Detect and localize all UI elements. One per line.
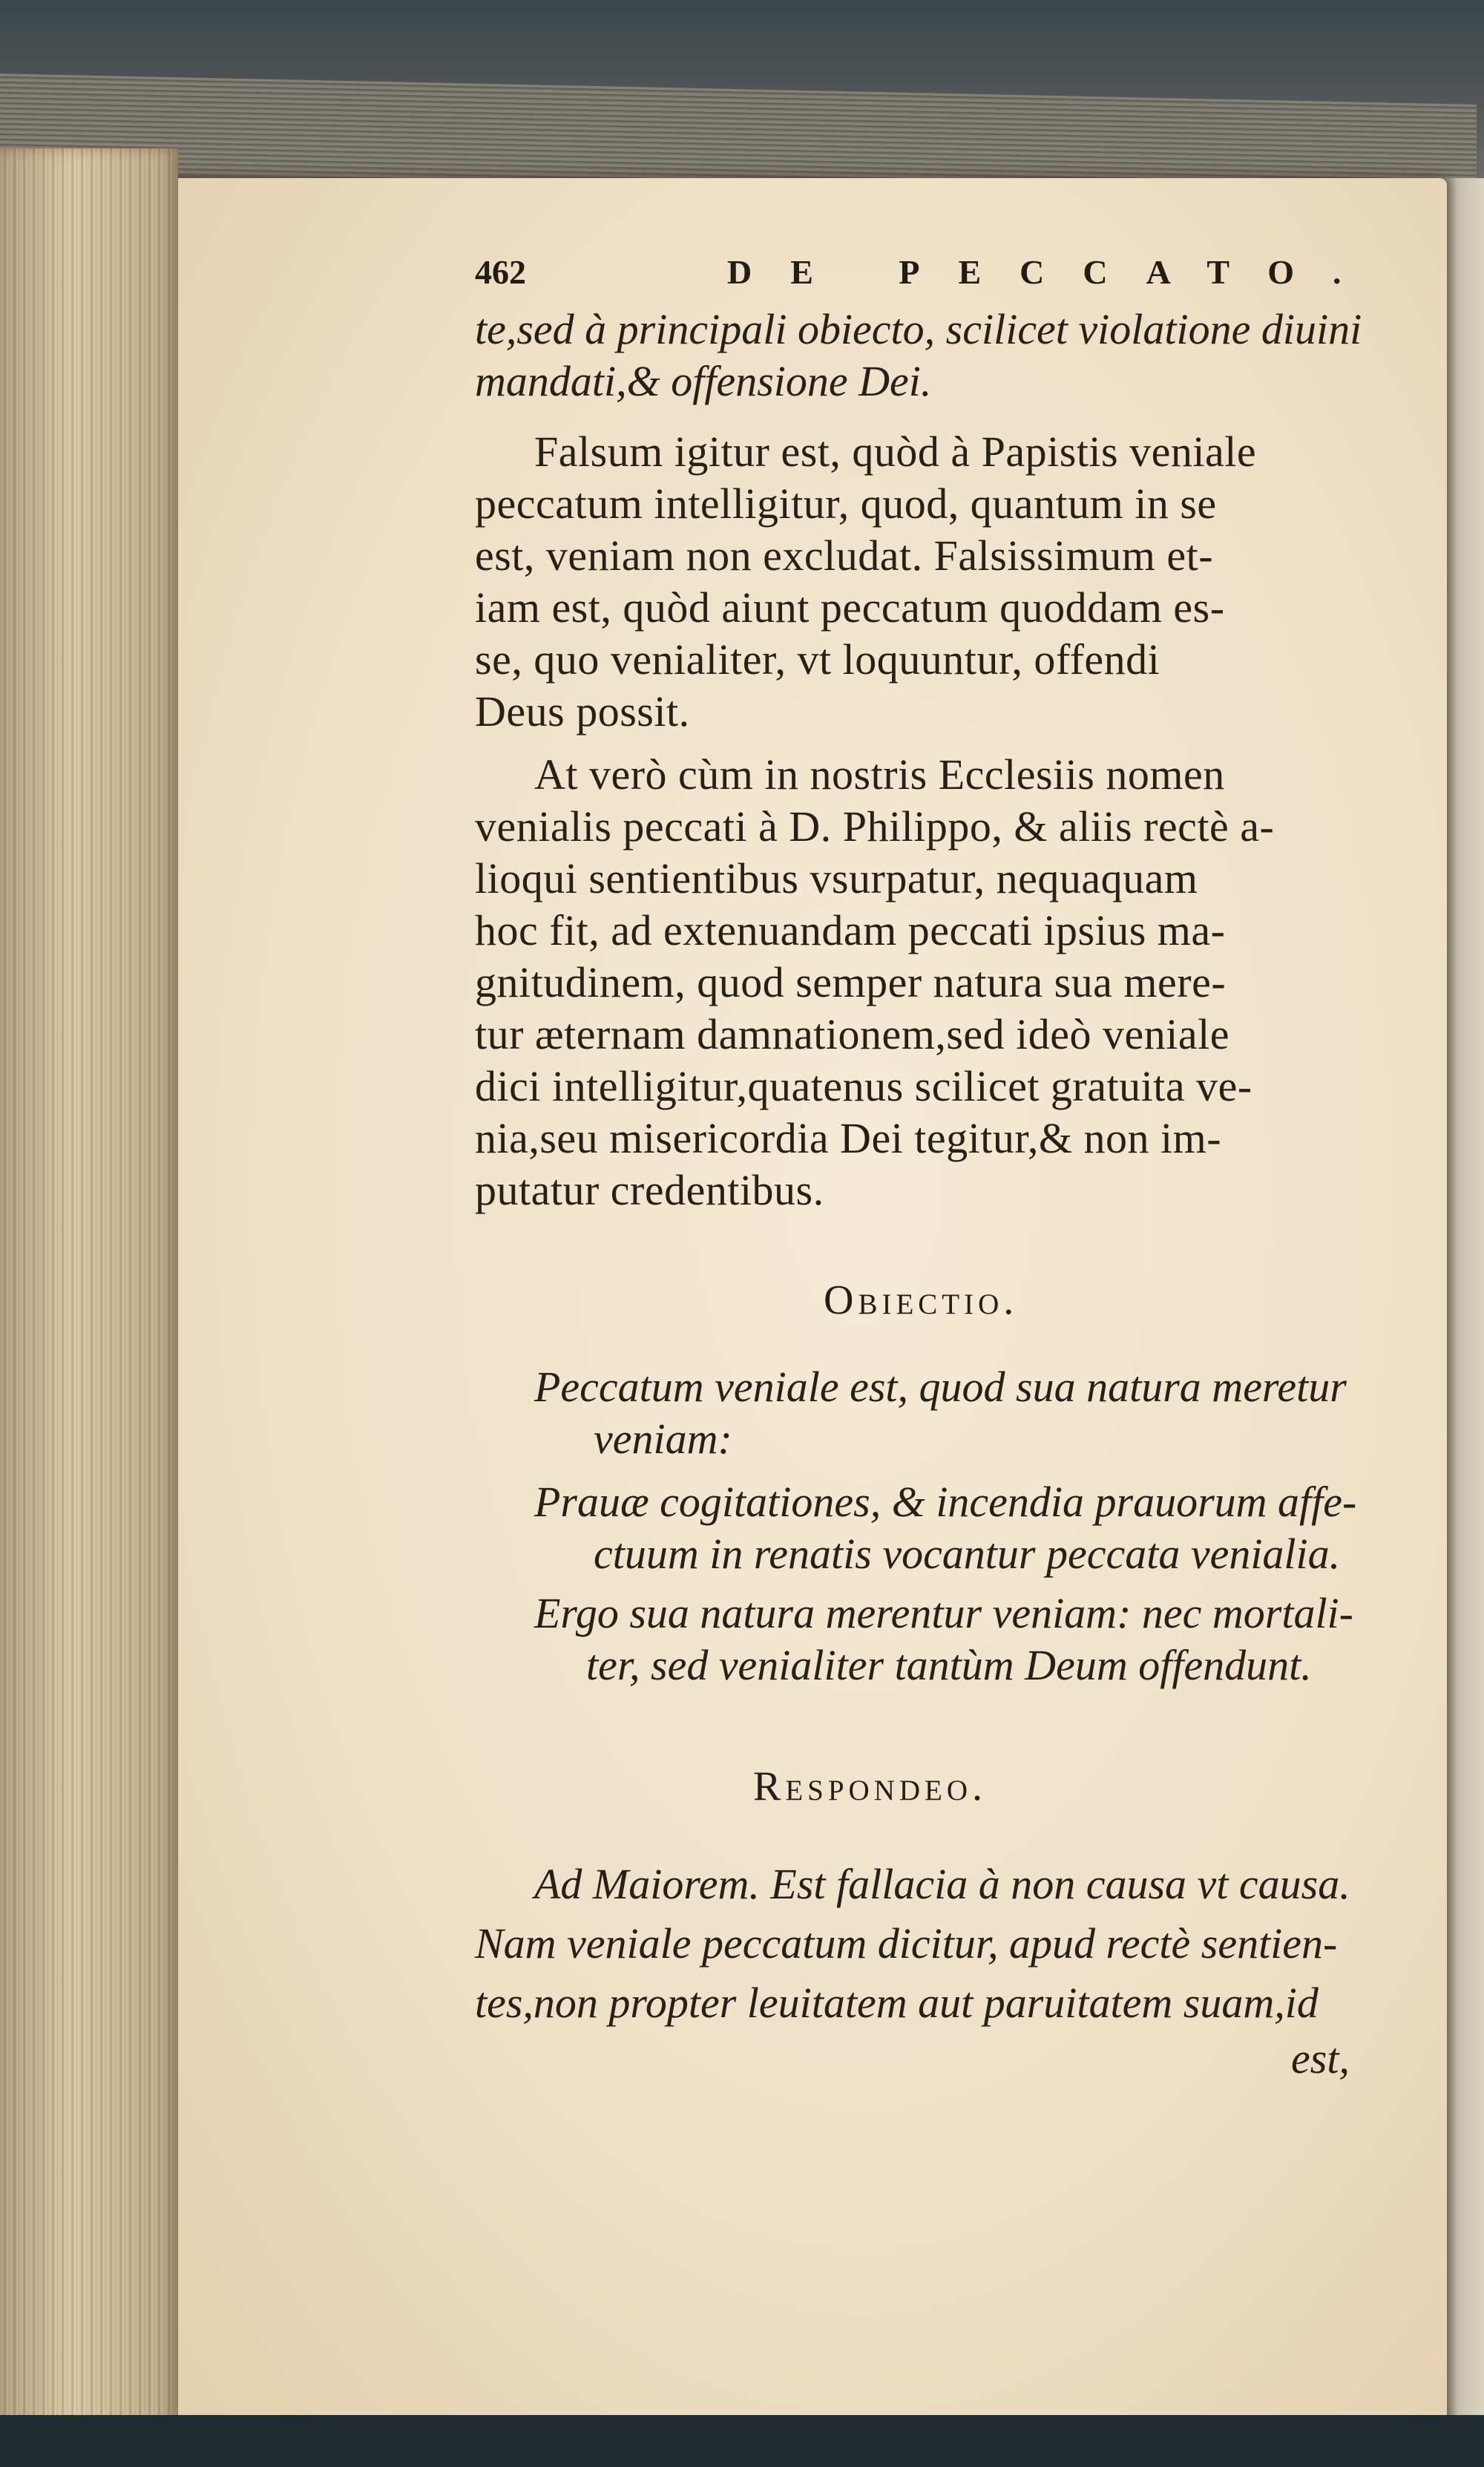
syllogism-line: ctuum in renatis vocantur peccata venialia.	[594, 1530, 1341, 1578]
section-heading-respondeo: Respondeo.	[753, 1763, 988, 1809]
text-line: se, quo venialiter, vt loquuntur, offendi	[475, 635, 1160, 684]
syllogism-line: Ergo sua natura merentur veniam: nec mortali-	[534, 1589, 1353, 1637]
page-edges-shadow	[0, 148, 178, 2434]
text-line: putatur credentibus.	[475, 1166, 824, 1214]
text-line: Falsum igitur est, quòd à Papistis veniale	[534, 427, 1257, 476]
syllogism-line: ter, sed venialiter tantùm Deum offendunt.	[586, 1641, 1312, 1689]
text-line: lioqui sentientibus vsurpatur, nequaquam	[475, 854, 1198, 902]
text-line: est, veniam non excludat. Falsissimum et-	[475, 531, 1214, 580]
syllogism-line: veniam:	[594, 1415, 732, 1463]
syllogism-line: Peccatum veniale est, quod sua natura meretur	[534, 1363, 1347, 1411]
section-heading-objectio: Obiectio.	[824, 1277, 1019, 1323]
text-line: gnitudinem, quod semper natura sua mere-	[475, 958, 1227, 1006]
text-line: iam est, quòd aiunt peccatum quoddam es-	[475, 583, 1225, 632]
syllogism-line: Prauæ cogitationes, & incendia prauorum affe-	[534, 1478, 1357, 1526]
text-line: Nam veniale peccatum dicitur, apud rectè sentien-	[475, 1919, 1338, 1968]
background-bottom	[0, 2415, 1484, 2467]
text-line: nia,seu misericordia Dei tegitur,& non im-	[475, 1114, 1222, 1162]
text-line: mandati,& offensione Dei.	[475, 357, 932, 405]
text-line: tes,non propter leuitatem aut paruitatem suam,id	[475, 1979, 1319, 2027]
page-number: 462	[475, 253, 526, 291]
text-line: te,sed à principali obiecto, scilicet violatione diuini	[475, 305, 1362, 353]
text-line: Ad Maiorem. Est fallacia à non causa vt causa.	[534, 1860, 1350, 1908]
text-line: peccatum intelligitur, quod, quantum in se	[475, 479, 1217, 528]
running-header	[475, 252, 1388, 304]
text-line: dici intelligitur,quatenus scilicet gratuita ve-	[475, 1062, 1252, 1110]
text-line: hoc fit, ad extenuandam peccati ipsius ma-	[475, 906, 1226, 954]
text-line: venialis peccati à D. Philippo, & aliis rectè a-	[475, 802, 1275, 851]
catchword: est,	[1291, 2034, 1350, 2083]
text-line: tur æternam damnationem,sed ideò veniale	[475, 1010, 1229, 1058]
text-line: Deus possit.	[475, 687, 690, 735]
running-title: DE PECCATO.	[727, 253, 1380, 291]
text-line: At verò cùm in nostris Ecclesiis nomen	[534, 750, 1225, 799]
